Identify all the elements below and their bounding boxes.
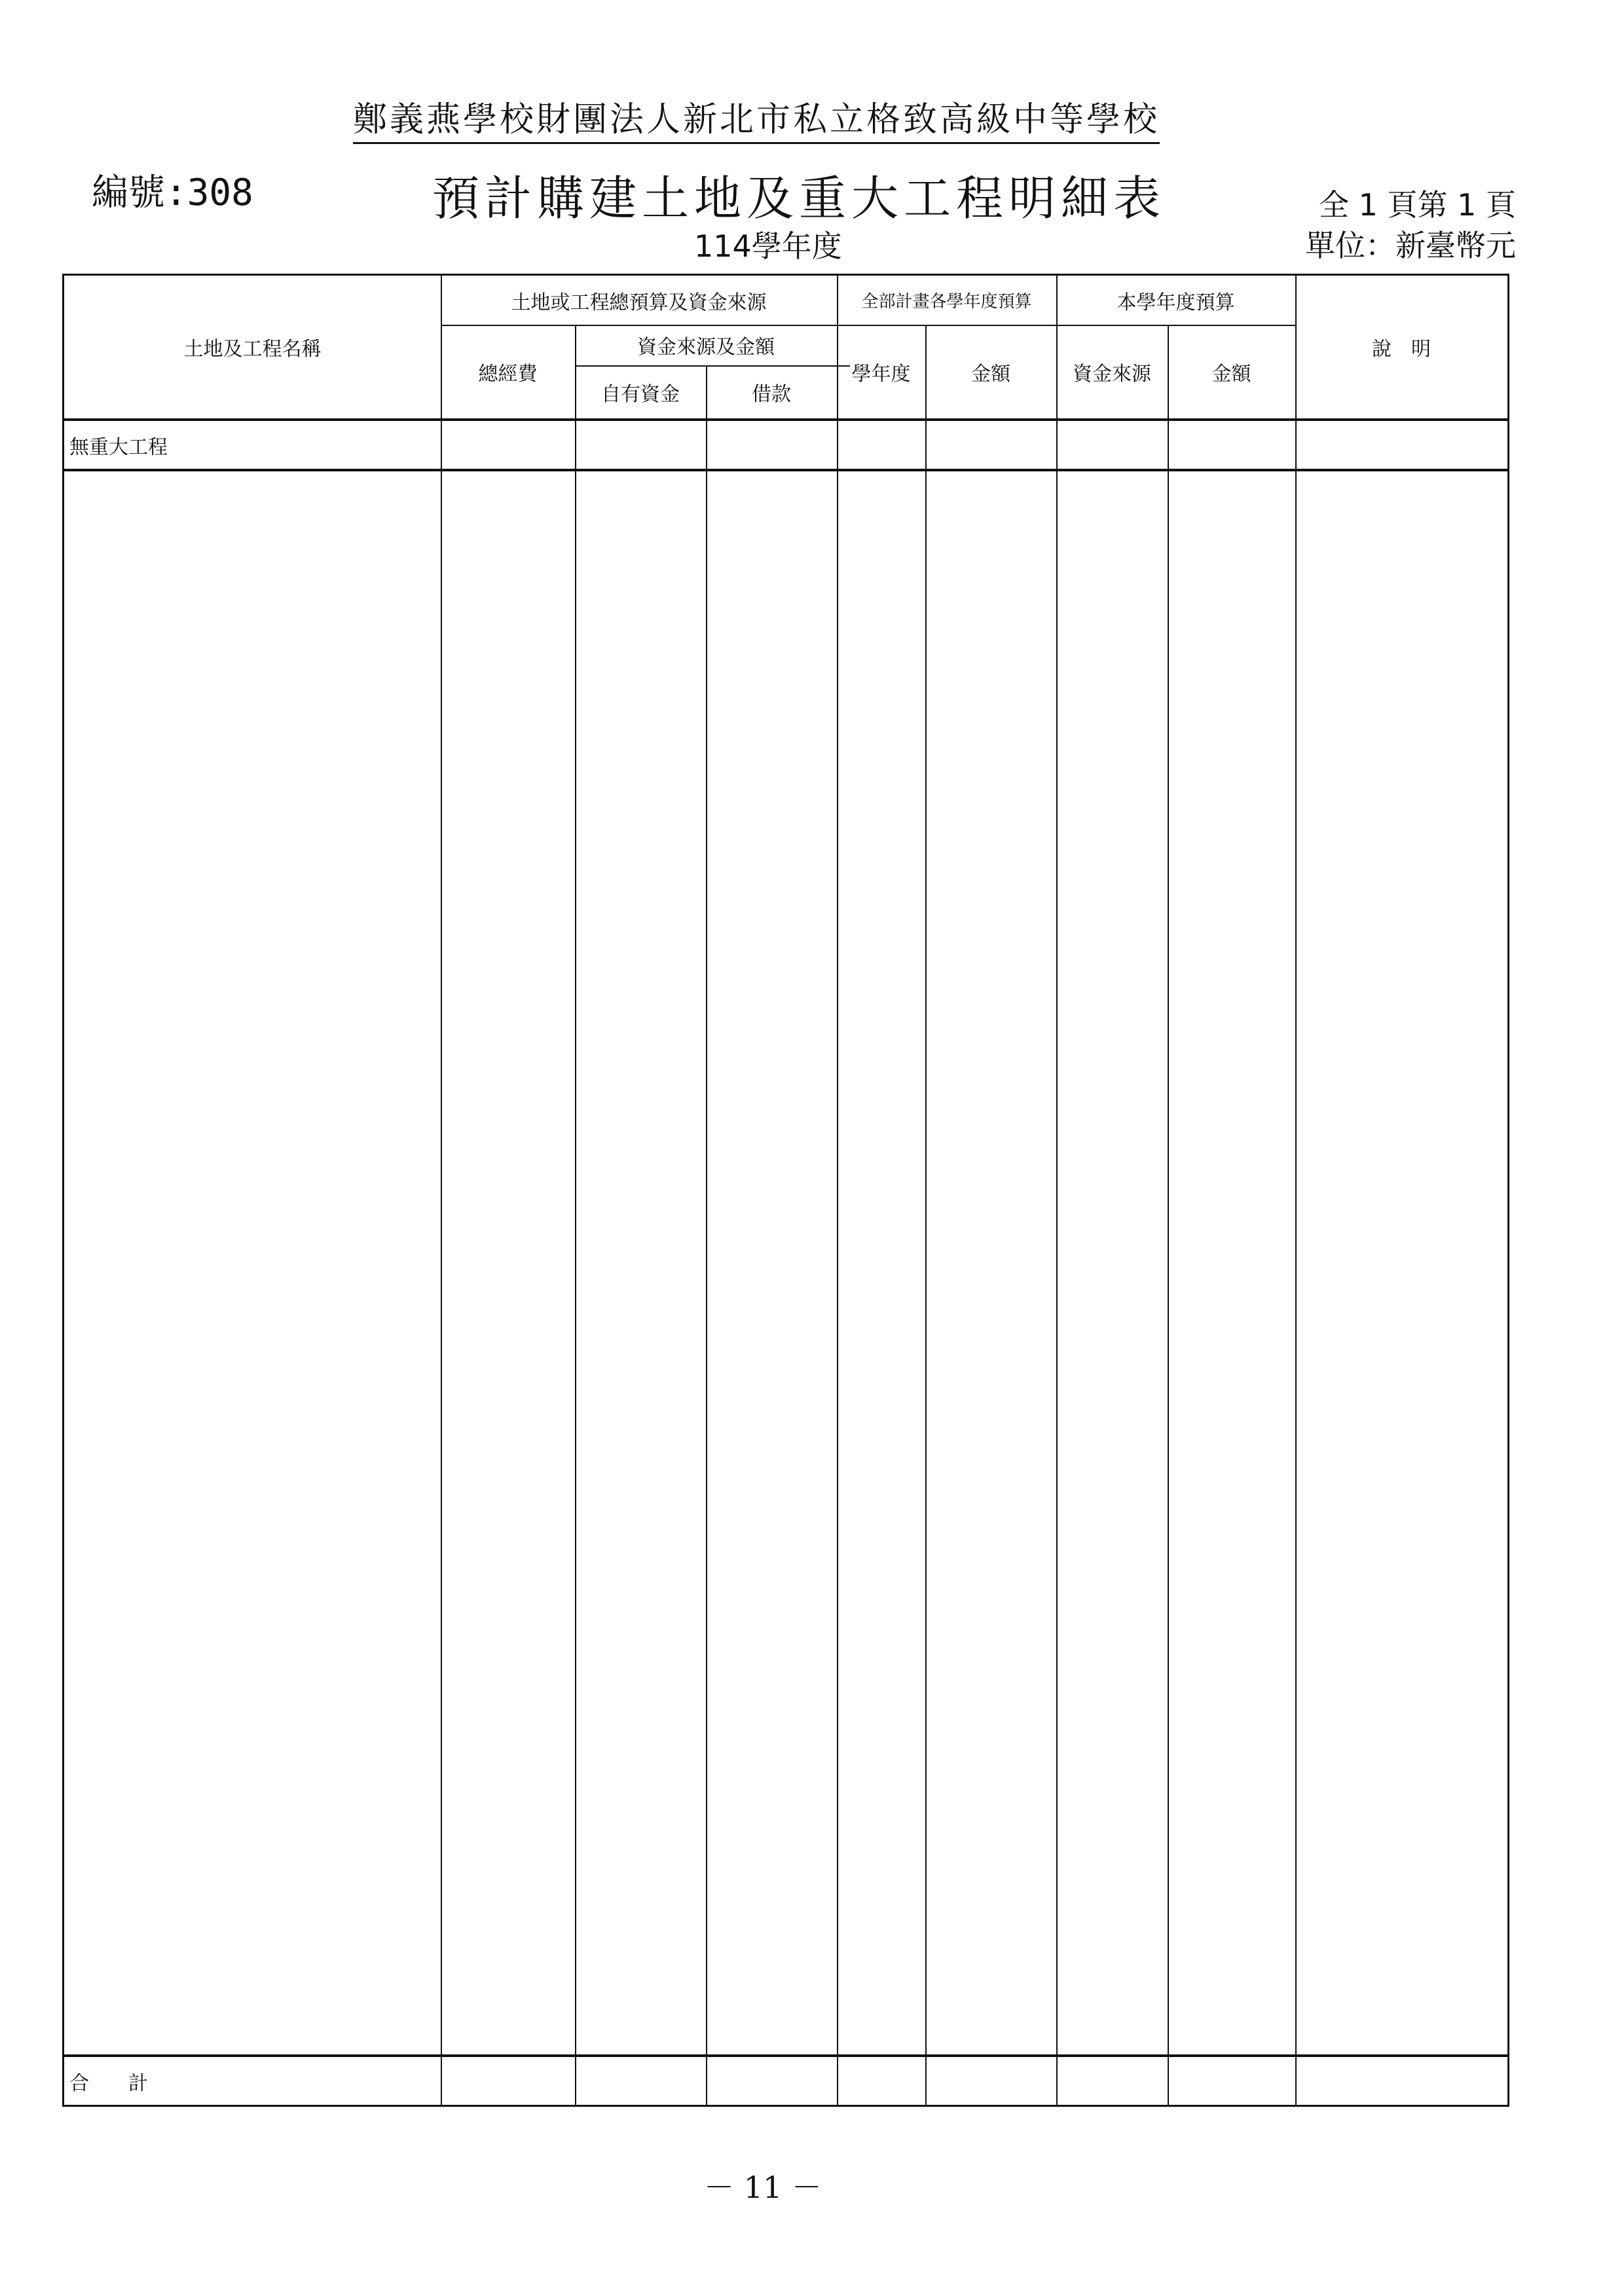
- header-amount-all: 金額: [971, 362, 1010, 386]
- budget-table: [62, 274, 1509, 2107]
- page-count: 全 1 頁第 1 頁: [1318, 187, 1516, 223]
- header-all-years-group: 全部計畫各學年度預算: [861, 292, 1032, 312]
- header-fund-source: 資金來源: [1073, 362, 1151, 386]
- table-row-name: 無重大工程: [69, 435, 168, 459]
- header-year: 學年度: [851, 362, 911, 386]
- header-description: 說 明: [1372, 338, 1431, 361]
- header-loan: 借款: [752, 382, 791, 406]
- school-year: 114學年度: [694, 228, 842, 264]
- total-label: 合 計: [69, 2072, 148, 2095]
- document-title: 預計購建土地及重大工程明細表: [432, 171, 1166, 226]
- header-name: 土地及工程名稱: [183, 338, 322, 361]
- header-total-cost: 總經費: [478, 362, 538, 386]
- form-code: 編號:308: [92, 172, 253, 214]
- header-total-budget-group: 土地或工程總預算及資金來源: [511, 291, 767, 314]
- header-own-funds: 自有資金: [601, 382, 680, 406]
- header-funding-group: 資金來源及金額: [637, 336, 775, 359]
- header-amount-this: 金額: [1211, 362, 1251, 386]
- header-this-year-group: 本學年度預算: [1116, 291, 1235, 314]
- currency-unit: 單位：新臺幣元: [1305, 228, 1516, 263]
- organization-name: 鄭義燕學校財團法人新北市私立格致高級中等學校: [0, 92, 1513, 141]
- page-info-block: [1305, 185, 1516, 266]
- page-number: － 11 －: [704, 2170, 822, 2205]
